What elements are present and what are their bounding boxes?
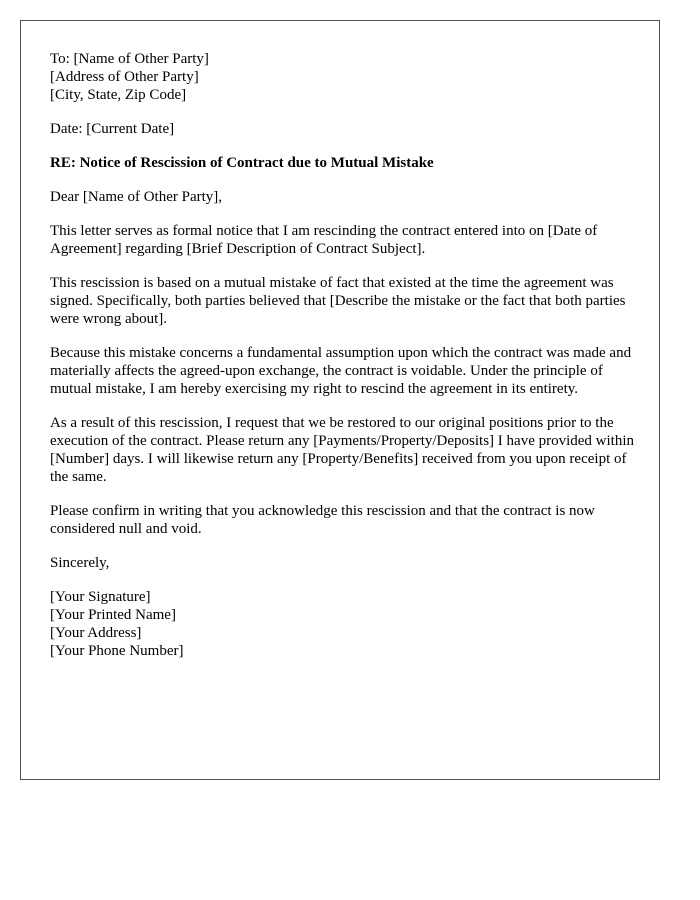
sender-phone: [Your Phone Number]: [50, 643, 184, 659]
recipient-block: [50, 50, 640, 104]
sender-address: [Your Address]: [50, 625, 142, 641]
paragraph-restoration: As a result of this rescission, I request that we be restored to our original positions prior to the execution of the contract. Please return any [Payments/Property/Deposits] I have provided within [Number] days. I will likewise return any [Property/Benefits] received from you upon receipt of the same.: [50, 415, 635, 485]
letter-date: Date: [Current Date]: [50, 121, 175, 137]
paragraph-basis: This rescission is based on a mutual mistake of fact that existed at the time the agreement was signed. Specifically, both parties believed that [Describe the mistake or the fact that both parties were wrong about].: [50, 275, 626, 327]
signature-block: [50, 588, 640, 660]
recipient-address: [Address of Other Party]: [50, 69, 199, 85]
paragraph-notice: This letter serves as formal notice that I am rescinding the contract entered into on [Date of Agreement] regarding [Brief Description of Contract Subject].: [50, 223, 598, 257]
paragraph-confirm: Please confirm in writing that you acknowledge this rescission and that the contract is now considered null and void.: [50, 503, 595, 537]
closing: Sincerely,: [50, 555, 110, 571]
paragraph-voidable: Because this mistake concerns a fundamental assumption upon which the contract was made and materially affects the agreed-upon exchange, the contract is voidable. Under the principle of mutual mistake, I am hereby exercising my right to rescind the agreement in its entirety.: [50, 345, 632, 397]
salutation: Dear [Name of Other Party],: [50, 189, 223, 205]
signature-line: [Your Signature]: [50, 589, 151, 605]
letter-page: [20, 20, 660, 780]
recipient-city-state-zip: [City, State, Zip Code]: [50, 87, 187, 103]
letter-subject: RE: Notice of Rescission of Contract due to Mutual Mistake: [50, 155, 434, 171]
letter-content: [50, 50, 640, 660]
printed-name: [Your Printed Name]: [50, 607, 176, 623]
recipient-name: To: [Name of Other Party]: [50, 51, 209, 67]
